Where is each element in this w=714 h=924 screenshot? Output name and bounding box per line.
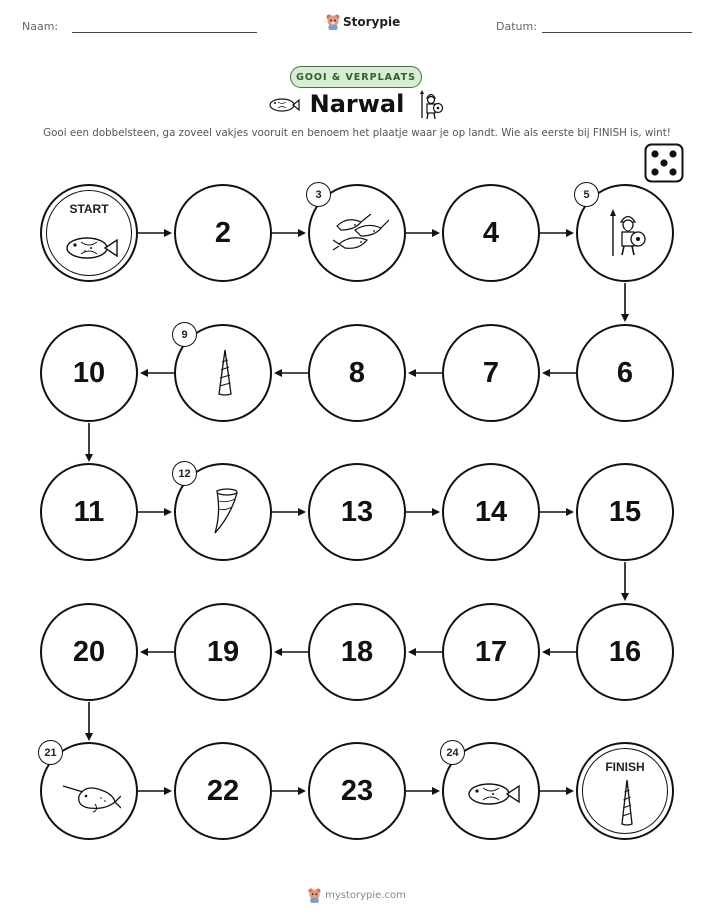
board-space-4[interactable] [442, 184, 540, 282]
name-label: Naam: [22, 20, 59, 33]
board-space-3[interactable] [308, 184, 406, 282]
board-space-start[interactable] [40, 184, 138, 282]
space-number: 16 [608, 635, 642, 668]
board-space-17[interactable] [442, 603, 540, 701]
finish-label: FINISH [605, 760, 645, 774]
board-space-19[interactable] [174, 603, 272, 701]
board-space-23[interactable] [308, 742, 406, 840]
board-space-11[interactable] [40, 463, 138, 561]
board-space-10[interactable] [40, 324, 138, 422]
board-space-2[interactable] [174, 184, 272, 282]
viking-warrior-icon [597, 208, 657, 258]
space-number: 19 [206, 635, 240, 668]
space-number: 20 [72, 635, 106, 668]
board-space-18[interactable] [308, 603, 406, 701]
space-number: 2 [214, 216, 232, 249]
date-label: Datum: [496, 20, 537, 33]
board-space-20[interactable] [40, 603, 138, 701]
space-number: 10 [72, 356, 106, 389]
board-space-finish[interactable] [576, 742, 674, 840]
space-number-tag: 21 [38, 740, 63, 765]
space-number: 14 [474, 495, 508, 528]
board-space-7[interactable] [442, 324, 540, 422]
game-type-badge: GOOI & VERPLAATS [290, 66, 422, 88]
space-number-tag: 3 [306, 182, 331, 207]
board-space-12[interactable] [174, 463, 272, 561]
space-number: 17 [474, 635, 508, 668]
space-number-tag: 24 [440, 740, 465, 765]
board-space-9[interactable] [174, 324, 272, 422]
board-space-5[interactable] [576, 184, 674, 282]
footer-url[interactable]: mystorypie.com [325, 890, 406, 901]
space-number: 6 [616, 356, 634, 389]
board-space-8[interactable] [308, 324, 406, 422]
page-title: Narwal [309, 90, 405, 118]
space-number: 23 [340, 774, 374, 807]
instructions: Gooi een dobbelsteen, ga zoveel vakjes vooruit en benoem het plaatje waar je op landt. Wie als eerste bij FINISH is, wint! [43, 127, 671, 139]
space-number: 15 [608, 495, 642, 528]
board-space-24[interactable] [442, 742, 540, 840]
flounder-fish-icon [61, 220, 121, 270]
space-number-tag: 9 [172, 322, 197, 347]
board-space-15[interactable] [576, 463, 674, 561]
footer [0, 888, 714, 903]
board-space-6[interactable] [576, 324, 674, 422]
space-number: 8 [348, 356, 366, 389]
board-space-21[interactable] [40, 742, 138, 840]
board-space-22[interactable] [174, 742, 272, 840]
narwhal-tusk-icon [597, 778, 657, 828]
space-number: 22 [206, 774, 240, 807]
space-number: 18 [340, 635, 374, 668]
brand-name: Storypie [343, 15, 401, 29]
space-number-tag: 12 [172, 461, 197, 486]
board-space-13[interactable] [308, 463, 406, 561]
board-space-16[interactable] [576, 603, 674, 701]
space-number-tag: 5 [574, 182, 599, 207]
space-number: 13 [340, 495, 374, 528]
narwhal-tusk-icon [195, 348, 255, 398]
flounder-fish-icon [463, 770, 523, 820]
narwhal-group-icon [329, 208, 389, 258]
narwhal-icon [61, 768, 121, 818]
space-number: 11 [73, 495, 105, 528]
space-number: 4 [482, 216, 500, 249]
bear-logo-icon [308, 888, 321, 903]
drinking-horn-icon [195, 487, 255, 537]
space-number: 7 [482, 356, 500, 389]
board-space-14[interactable] [442, 463, 540, 561]
start-label: START [69, 202, 109, 216]
